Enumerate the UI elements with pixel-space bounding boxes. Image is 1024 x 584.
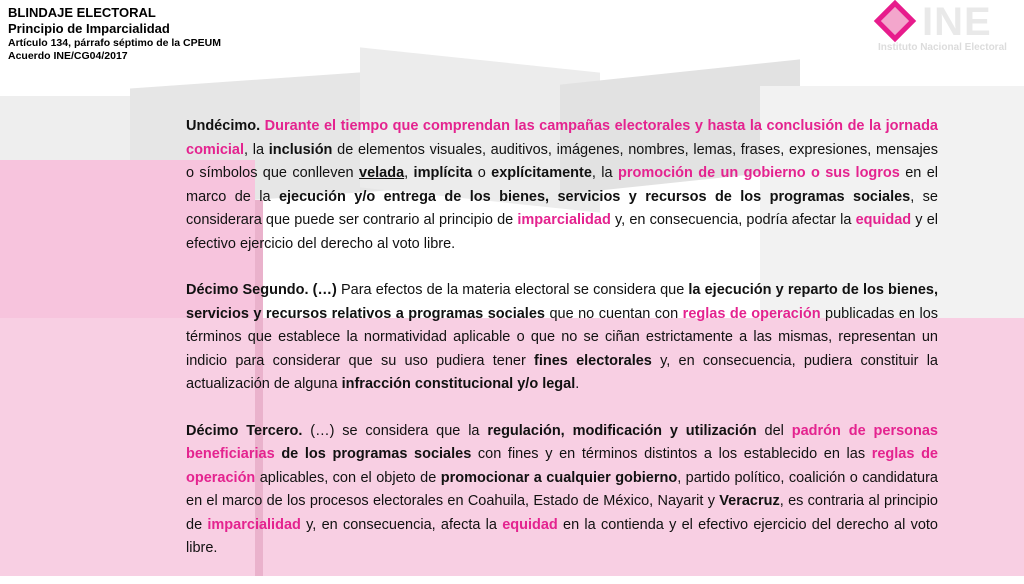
text-span: publicadas en los términos que establece la normatividad aplicable o que no se ciñan estrictamente a las mismas, representan un indicio para considerar que su uso pudiera tener xyxy=(186,305,939,369)
text-span: Veracruz xyxy=(719,493,780,509)
text-span: equidad xyxy=(502,516,558,533)
slide-header xyxy=(8,5,221,63)
text-span: o xyxy=(472,165,492,181)
text-span: Décimo Tercero. xyxy=(186,422,303,439)
text-span: reglas de operación xyxy=(682,305,821,322)
text-span: la ejecución y reparto de los bienes, servicios y recursos relativos a programas sociales xyxy=(186,282,938,322)
paragraph-decimo-tercero xyxy=(186,420,938,561)
paragraph-undecimo xyxy=(186,115,938,256)
text-span: explícitamente xyxy=(491,165,592,181)
text-span: , es contraria al principio de xyxy=(186,493,938,533)
text-span: en la contienda y el efectivo ejercicio del derecho al voto libre. xyxy=(186,516,938,556)
text-span: en el marco de la xyxy=(186,165,938,205)
text-span: aplicables, con el objeto de xyxy=(255,469,441,486)
text-span: implícita xyxy=(413,165,473,181)
text-span: infracción constitucional y/o legal xyxy=(341,376,576,392)
text-span: del xyxy=(756,422,792,439)
text-span: con fines y en términos distintos a los establecido en las xyxy=(471,446,872,462)
text-span: promocionar a cualquier gobierno xyxy=(440,469,678,486)
header-subtitle: Principio de Imparcialidad xyxy=(8,21,170,36)
text-span: y el efectivo ejercicio del derecho al voto libre. xyxy=(186,212,938,252)
text-span: , la xyxy=(591,165,618,181)
text-span: y, en consecuencia, afecta la xyxy=(300,516,503,533)
text-span: , xyxy=(404,165,414,181)
text-span: Décimo Segundo. (…) xyxy=(186,282,337,298)
text-span: promoción de un gobierno o sus logros xyxy=(617,165,900,181)
paragraph-decimo-segundo xyxy=(186,279,938,397)
text-span: ejecución y/o entrega de los bienes, servicios y recursos de los programas sociales xyxy=(278,188,911,205)
text-span: , la xyxy=(244,141,269,158)
text-span: velada xyxy=(359,165,405,181)
header-article: Artículo 134, párrafo séptimo de la CPEUM xyxy=(8,37,221,49)
text-span: equidad xyxy=(855,212,912,228)
slide-body xyxy=(186,115,938,584)
text-span: . xyxy=(575,376,580,392)
header-agreement: Acuerdo INE/CG04/2017 xyxy=(8,50,128,62)
ine-logo xyxy=(858,2,1024,58)
logo-text: INE xyxy=(922,0,992,44)
header-title: BLINDAJE ELECTORAL xyxy=(8,5,156,20)
text-span: regulación, modificación y utilización xyxy=(487,422,757,439)
text-span: padrón de personas beneficiarias xyxy=(186,422,938,462)
text-span: , se considerara que puede ser contrario al principio de xyxy=(186,188,938,228)
text-span: imparcialidad xyxy=(517,212,611,228)
text-span: Undécimo. xyxy=(186,118,261,134)
text-span: fines electorales xyxy=(534,352,652,369)
text-span: (…) se considera que la xyxy=(302,422,488,439)
text-span: y, en consecuencia, pudiera constituir la actualización de alguna xyxy=(186,352,938,392)
text-span: de los programas sociales xyxy=(281,446,472,462)
text-span: , partido político, coalición o candidatura en el marco de los procesos electorales en Coahuila, Estado de México, Nayarit y xyxy=(186,469,938,509)
text-span: que no cuentan con xyxy=(544,305,683,322)
text-span: imparcialidad xyxy=(207,516,301,533)
text-span: de elementos visuales, auditivos, imágenes, nombres, lemas, frases, expresiones, mensajes o símbolos que conlleven xyxy=(186,141,938,181)
text-span: inclusión xyxy=(268,141,333,158)
logo-subtitle: Instituto Nacional Electoral xyxy=(878,42,1007,53)
text-span: Para efectos de la materia electoral se considera que xyxy=(336,282,689,298)
text-span: y, en consecuencia, podría afectar la xyxy=(610,212,856,228)
text-span: reglas de operación xyxy=(186,446,938,486)
text-span: Durante el tiempo que comprendan las campañas electorales y hasta la conclusión de la jornada comicial xyxy=(186,118,938,158)
